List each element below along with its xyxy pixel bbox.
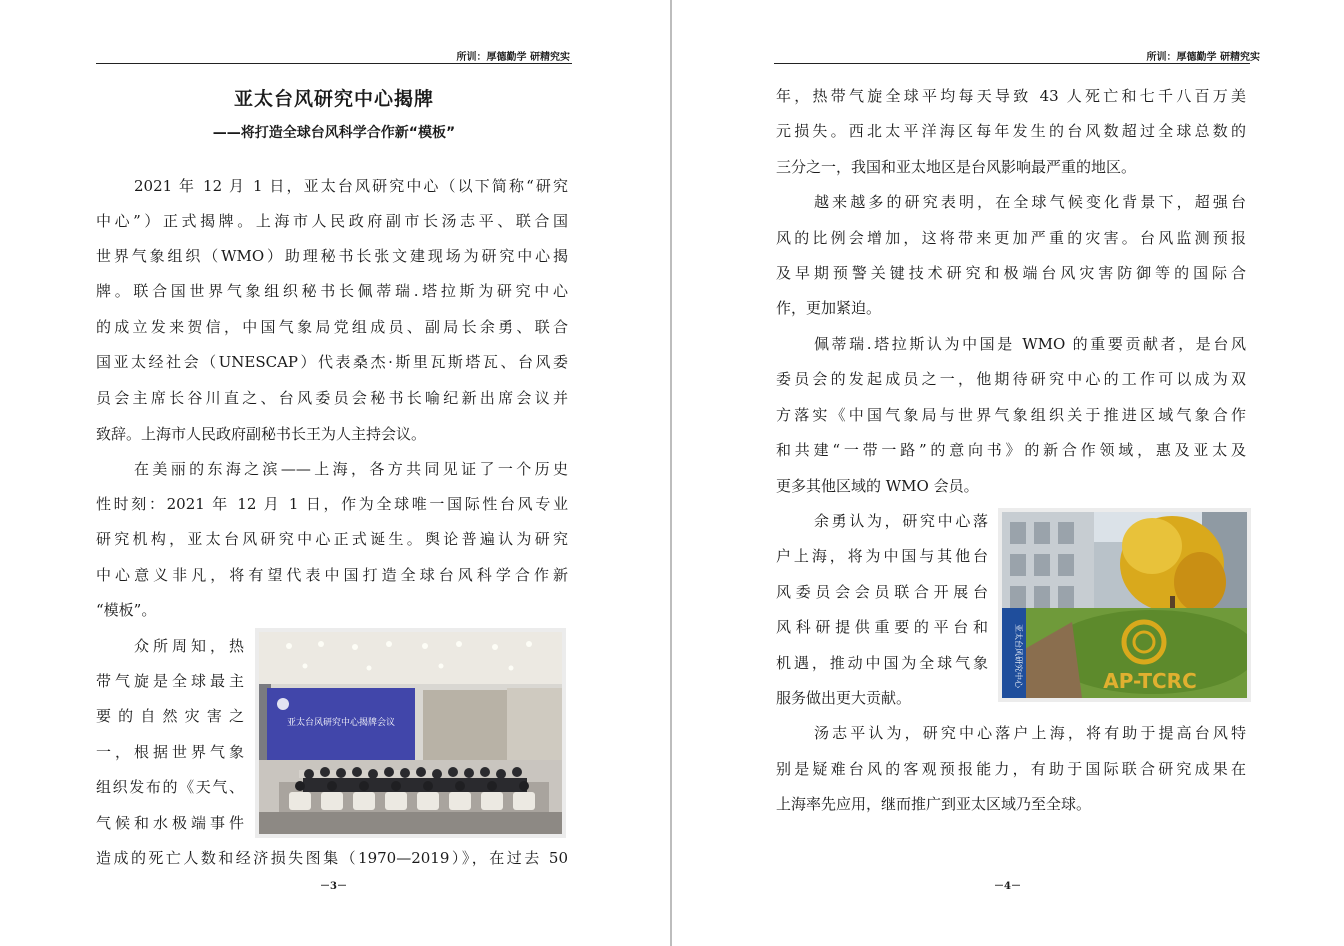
body-line: 中心意义非凡，将有望代表中国打造全球台风科学合作新 bbox=[96, 566, 568, 584]
page-number: －3－ bbox=[320, 881, 347, 892]
body-line: 元损失。西北太平洋海区每年发生的台风数超过全球总数的 bbox=[776, 122, 1246, 140]
lawn-logo-photo bbox=[998, 508, 1251, 702]
right-page bbox=[674, 0, 1344, 946]
body-line: 作，更加紧迫。 bbox=[776, 299, 882, 317]
body-line: 委员会的发起成员之一，他期待研究中心的工作可以成为双 bbox=[776, 370, 1246, 388]
body-line: 年，热带气旋全球平均每天导致 43 人死亡和七千八百万美 bbox=[776, 87, 1246, 105]
body-line: 及早期预警关键技术研究和极端台风灾害防御等的国际合 bbox=[776, 264, 1246, 282]
body-line: 三分之一，我国和亚太地区是台风影响最严重的地区。 bbox=[776, 158, 1137, 176]
body-line: 造成的死亡人数和经济损失图集（1970—2019）》，在过去 50 bbox=[96, 849, 568, 867]
body-line: 余勇认为，研究中心落 bbox=[814, 512, 988, 530]
ceremony-photo bbox=[255, 628, 566, 838]
ceremony-photo-image bbox=[259, 632, 562, 834]
body-line: 世界气象组织（WMO）助理秘书长张文建现场为研究中心揭 bbox=[96, 247, 568, 265]
body-line: 风科研提供重要的平台和 bbox=[776, 618, 988, 636]
body-line: 方落实《中国气象局与世界气象组织关于推进区域气象合作 bbox=[776, 406, 1246, 424]
body-line: 致辞。上海市人民政府副秘书长王为人主持会议。 bbox=[96, 425, 427, 443]
body-line: 组织发布的《天气、 bbox=[96, 778, 244, 796]
body-line: 带气旋是全球最主 bbox=[96, 672, 244, 690]
body-line: 中心”）正式揭牌。上海市人民政府副市长汤志平、联合国 bbox=[96, 212, 568, 230]
article-title: 亚太台风研究中心揭牌 bbox=[233, 88, 434, 110]
body-line: 众所周知，热 bbox=[134, 637, 244, 655]
body-line: 要的自然灾害之 bbox=[96, 707, 244, 725]
body-line: “模板”。 bbox=[96, 601, 157, 619]
lawn-logo-text: AP-TCRC bbox=[1103, 669, 1197, 693]
body-line: 越来越多的研究表明，在全球气候变化背景下，超强台 bbox=[814, 193, 1246, 211]
header-rule bbox=[774, 63, 1250, 64]
body-line: 牌。联合国世界气象组织秘书长佩蒂瑞.塔拉斯为研究中心 bbox=[96, 282, 568, 300]
body-line: 气候和水极端事件 bbox=[96, 814, 244, 832]
body-line: 机遇，推动中国为全球气象 bbox=[776, 654, 988, 672]
body-line: 研究机构，亚太台风研究中心正式诞生。舆论普遍认为研究 bbox=[96, 530, 568, 548]
header-rule bbox=[96, 63, 572, 64]
body-line: 的成立发来贺信，中国气象局党组成员、副局长余勇、联合 bbox=[96, 318, 568, 336]
body-line: 佩蒂瑞.塔拉斯认为中国是 WMO 的重要贡献者，是台风 bbox=[814, 335, 1246, 353]
body-line: 一，根据世界气象 bbox=[96, 743, 244, 761]
body-line: 更多其他区域的 WMO 会员。 bbox=[776, 477, 979, 495]
body-line: 和共建“一带一路”的意向书》的新合作领域，惠及亚太及 bbox=[776, 441, 1246, 459]
body-line: 户上海，将为中国与其他台 bbox=[776, 547, 988, 565]
body-line: 性时刻：2021 年 12 月 1 日，作为全球唯一国际性台风专业 bbox=[96, 495, 568, 513]
ceremony-banner-text: 亚太台风研究中心揭牌会议 bbox=[286, 718, 396, 728]
lawn-logo-photo-image bbox=[1002, 512, 1247, 698]
page-number: －4－ bbox=[994, 881, 1021, 892]
header-motto: 所训：厚德勤学 研精究实 bbox=[456, 52, 570, 63]
body-line: 风的比例会增加，这将带来更加严重的灾害。台风监测预报 bbox=[776, 229, 1246, 247]
article-subtitle: ——将打造全球台风科学合作新“模板” bbox=[212, 125, 456, 141]
body-line: 国亚太经社会（UNESCAP）代表桑杰·斯里瓦斯塔瓦、台风委 bbox=[96, 353, 568, 371]
body-line: 上海率先应用，继而推广到亚太区域乃至全球。 bbox=[776, 795, 1092, 813]
body-line: 服务做出更大贡献。 bbox=[776, 689, 912, 707]
body-line: 在美丽的东海之滨——上海，各方共同见证了一个历史 bbox=[134, 460, 568, 478]
left-page bbox=[0, 0, 668, 946]
body-line: 汤志平认为，研究中心落户上海，将有助于提高台风特 bbox=[814, 724, 1246, 742]
page-divider bbox=[670, 0, 672, 946]
body-line: 别是疑难台风的客观预报能力，有助于国际联合研究成果在 bbox=[776, 760, 1246, 778]
body-line: 员会主席长谷川直之、台风委员会秘书长喻纪新出席会议并 bbox=[96, 389, 568, 407]
body-line: 2021 年 12 月 1 日，亚太台风研究中心（以下简称“研究 bbox=[134, 177, 568, 195]
banner-text: 亚太台风研究中心 bbox=[1014, 624, 1023, 688]
header-motto: 所训：厚德勤学 研精究实 bbox=[1146, 52, 1260, 63]
body-line: 风委员会会员联合开展台 bbox=[776, 583, 988, 601]
